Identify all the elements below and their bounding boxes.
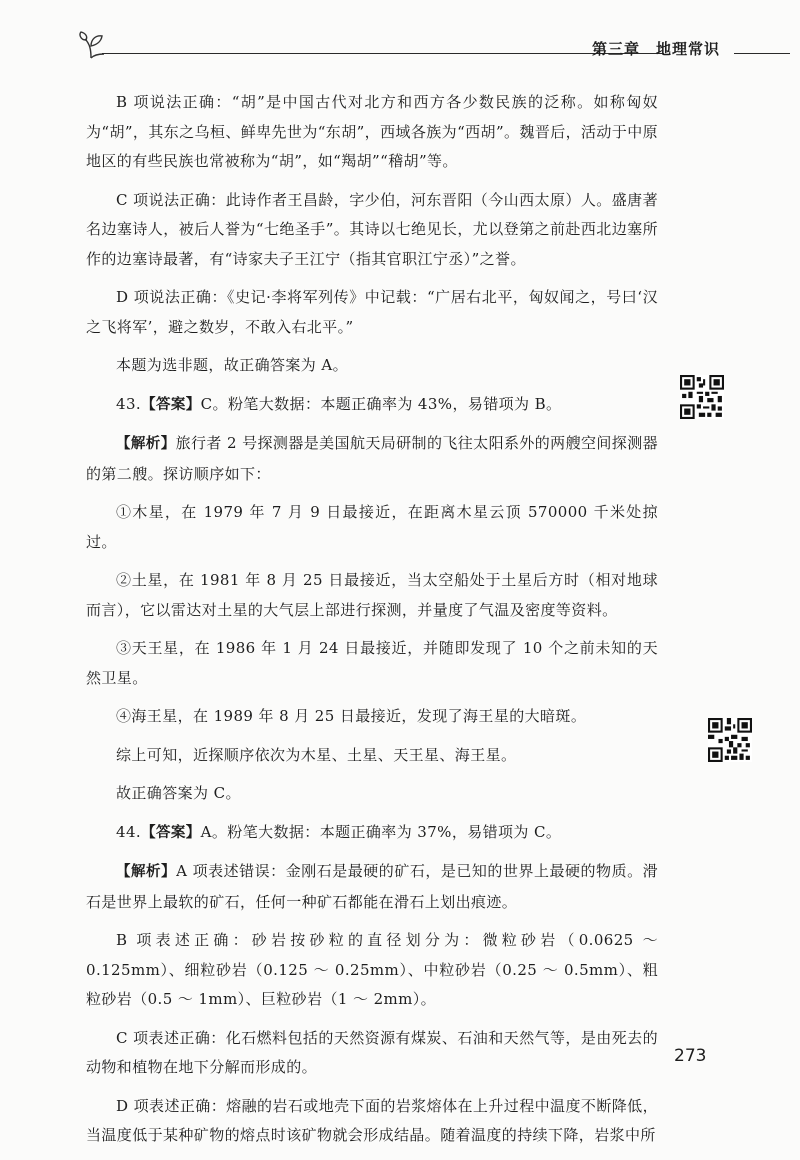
paragraph: C 项表述正确：化石燃料包括的天然资源有煤炭、石油和天然气等，是由死去的动物和植物在地下分解而形成的。 xyxy=(86,1028,658,1076)
qr-code-icon[interactable] xyxy=(708,718,752,762)
qr-code-icon[interactable] xyxy=(680,375,724,419)
paragraph: B 项表述正确：砂岩按砂粒的直径划分为：微粒砂岩（0.0625 ～ 0.125mm）、细粒砂岩（0.125 ～ 0.25mm）、中粒砂岩（0.25 ～ 0.5mm）、粗粒砂岩（0.5 ～ 1mm）、巨粒砂岩（1 ～ 2mm）。 xyxy=(86,931,658,1008)
paragraph: D 项说法正确：《史记·李将军列传》中记载：“广居右北平，匈奴闻之，号曰‘汉之飞将军’，避之数岁，不敢入右北平。” xyxy=(86,288,658,336)
page-number: 273 xyxy=(674,1046,707,1066)
answer-label: 【答案】 xyxy=(141,396,201,413)
paragraph: 综上可知，近探顺序依次为木星、土星、天王星、海王星。 xyxy=(116,745,517,764)
analysis-43: 【解析】旅行者 2 号探测器是美国航天局研制的飞往太阳系外的两艘空间探测器的第二艘。探访顺序如下： xyxy=(86,434,658,483)
answer-label: 【答案】 xyxy=(141,824,201,841)
running-header xyxy=(78,30,790,70)
question-number: 44. xyxy=(116,822,142,841)
question-number: 43. xyxy=(116,394,142,413)
qr-code-graphic xyxy=(708,718,752,762)
paragraph: ③天王星，在 1986 年 1 月 24 日最接近，并随即发现了 10 个之前未知的天然卫星。 xyxy=(86,639,658,687)
analysis-label: 【解析】 xyxy=(116,436,176,452)
answer-43: 43.【答案】C。粉笔大数据：本题正确率为 43%，易错项为 B。 xyxy=(116,394,562,413)
paragraph: ④海王星，在 1989 年 8 月 25 日最接近，发现了海王星的大暗斑。 xyxy=(116,707,587,725)
paragraph: ①木星，在 1979 年 7 月 9 日最接近，在距离木星云顶 570000 千米处掠过。 xyxy=(86,503,658,551)
paragraph: 故正确答案为 C。 xyxy=(116,784,241,802)
paragraph: B 项说法正确：“胡”是中国古代对北方和西方各少数民族的泛称。如称匈奴为“胡”，其东之乌桓、鲜卑先世为“东胡”，西域各族为“西胡”。魏晋后，活动于中原地区的有些民族也常被称为“胡”，如“羯胡”“稽胡”等。 xyxy=(86,93,659,170)
paragraph: 本题为选非题，故正确答案为 A。 xyxy=(116,356,349,374)
paragraph: C 项说法正确：此诗作者王昌龄，字少伯，河东晋阳（今山西太原）人。盛唐著名边塞诗人，被后人誉为“七绝圣手”。其诗以七绝见长，尤以登第之前赴西北边塞所作的边塞诗最著，有“诗家夫子王江宁（指其官职江宁丞）”之誉。 xyxy=(86,190,658,268)
chapter-title: 第三章 地理常识 xyxy=(592,40,721,58)
body-text xyxy=(86,88,658,1160)
analysis-label: 【解析】 xyxy=(116,864,177,880)
sprout-icon xyxy=(78,30,112,62)
header-rule-right xyxy=(734,53,790,54)
qr-code-graphic xyxy=(680,375,724,419)
analysis-44: 【解析】A 项表述错误：金刚石是最硬的矿石，是已知的世界上最硬的物质。滑石是世界上最软的矿石，任何一种矿石都能在滑石上划出痕迹。 xyxy=(86,862,658,911)
answer-44: 44.【答案】A。粉笔大数据：本题正确率为 37%，易错项为 C。 xyxy=(116,822,562,841)
header-rule-left xyxy=(102,53,664,54)
paragraph: ②土星，在 1981 年 8 月 25 日最接近，当太空船处于土星后方时（相对地球而言），它以雷达对土星的大气层上部进行探测，并量度了气温及密度等资料。 xyxy=(86,571,658,619)
paragraph: D 项表述正确：熔融的岩石或地壳下面的岩浆熔体在上升过程中温度不断降低，当温度低于某种矿物的熔点时该矿物就会形成结晶。随着温度的持续下降，岩浆中所 xyxy=(86,1096,658,1144)
